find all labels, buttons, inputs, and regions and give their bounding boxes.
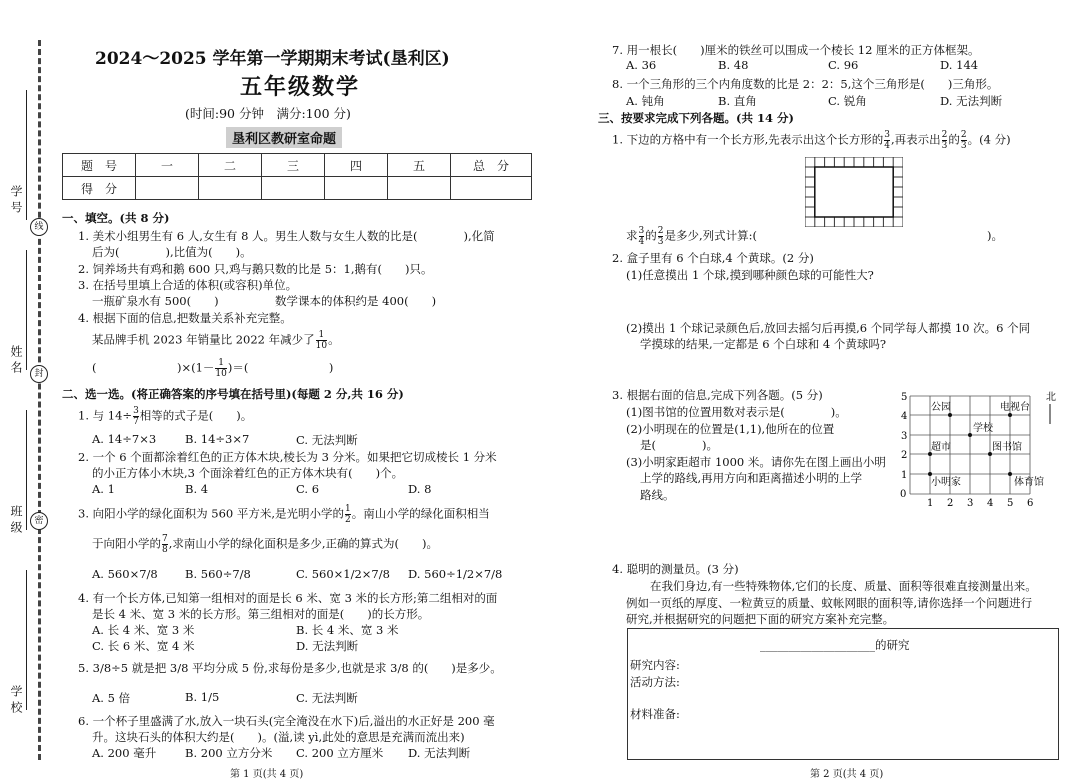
question-text: 一瓶矿泉水有 500( ) xyxy=(92,294,219,308)
score-cell[interactable] xyxy=(262,177,325,200)
question-text xyxy=(92,358,333,379)
option-c: C. 200 立方厘米 xyxy=(296,746,384,760)
question-text: 3. 在括号里填上合适的体积(或容积)单位。 xyxy=(78,278,298,292)
margin-label-student-no: 学号 xyxy=(9,185,23,217)
option-b: B. 14÷3×7 xyxy=(185,432,250,446)
question-text: 路线。 xyxy=(640,488,675,502)
fraction-denominator: 8 xyxy=(162,545,168,555)
grid-figure xyxy=(805,157,903,227)
score-header-cell: 五 xyxy=(388,154,451,177)
map-tick-x: 3 xyxy=(967,498,974,509)
option-b: B. 560÷7/8 xyxy=(185,567,251,581)
fraction-denominator: 3 xyxy=(960,141,967,151)
text-segment: 。南山小学的绿化面积相当 xyxy=(351,506,490,521)
option-b: B. 1/5 xyxy=(185,690,220,704)
question-text: (1)图书馆的位置用数对表示是( )。 xyxy=(626,405,847,419)
score-row-label: 得 分 xyxy=(63,177,136,200)
map-tick-y: 5 xyxy=(901,392,908,403)
score-header-cell: 一 xyxy=(136,154,199,177)
question-text: 4. 根据下面的信息,把数量关系补充完整。 xyxy=(78,311,292,325)
score-cell[interactable] xyxy=(451,177,532,200)
research-title[interactable]: ____________________的研究 xyxy=(760,638,910,652)
margin-underline xyxy=(26,410,27,530)
map-place-school: 学校 xyxy=(973,423,993,434)
text-segment: 于向阳小学的 xyxy=(92,536,161,551)
question-text xyxy=(626,226,1003,247)
fraction xyxy=(639,226,645,247)
question-text: 2. 一个 6 个面都涂着红色的正方体木块,棱长为 3 分米。如果把它切成棱长 1 分米 xyxy=(78,450,497,464)
section-1-title: 一、填空。(共 8 分) xyxy=(62,211,170,225)
fraction-denominator: 4 xyxy=(638,237,645,247)
map-tick-x: 4 xyxy=(987,498,994,509)
fraction-numerator: 2 xyxy=(657,226,664,236)
question-text: 6. 一个杯子里盛满了水,放入一块石头(完全淹没在水下)后,溢出的水正好是 200 毫 xyxy=(78,714,495,728)
fraction-denominator: 3 xyxy=(657,237,664,247)
compiler-label: 垦利区教研室命题 xyxy=(226,127,342,148)
question-text: 2. 盒子里有 6 个白球,4 个黄球。(2 分) xyxy=(612,251,814,265)
text-segment: 某品牌手机 2023 年销量比 2022 年减少了 xyxy=(92,332,315,347)
question-text: 数学课本的体积约是 400( ) xyxy=(275,294,437,308)
exam-title: 2024～2025 学年第一学期期末考试(垦利区) xyxy=(95,49,450,69)
margin-underline xyxy=(26,90,27,220)
option-c: C. 6 xyxy=(296,482,320,496)
question-text: 是长 4 米、宽 3 米的长方形。第三组相对的面是( )的长方形。 xyxy=(92,607,430,621)
map-tick-x: 0 xyxy=(900,489,907,500)
map-tick-y: 4 xyxy=(901,411,908,422)
score-header-cell: 总 分 xyxy=(451,154,532,177)
question-text: 的小正方体小木块,3 个面涂着红色的正方体木块有( )个。 xyxy=(92,466,404,480)
fraction-denominator: 4 xyxy=(884,141,891,151)
seal-secret: 密 xyxy=(30,512,48,530)
option-c: C. 长 6 米、宽 4 米 xyxy=(92,639,195,653)
option-d: D. 8 xyxy=(408,482,432,496)
question-text: 5. 3/8÷5 就是把 3/8 平均分成 5 份,求每份是多少,也就是求 3/8 的( )是多少。 xyxy=(78,661,502,675)
fraction xyxy=(133,406,139,427)
question-text: 1. 美术小组男生有 6 人,女生有 8 人。男生人数与女生人数的比是( ),化简 xyxy=(78,229,495,243)
option-a: A. 长 4 米、宽 3 米 xyxy=(92,623,195,637)
text-segment: 3. 向阳小学的绿化面积为 560 平方米,是光明小学的 xyxy=(78,506,345,521)
text-segment: 相等的式子是( )。 xyxy=(139,408,253,423)
question-text: 升。这块石头的体积大约是( )。(溢,读 yì,此处的意思是充满而流出来) xyxy=(92,730,465,744)
research-method-label: 活动方法: xyxy=(630,675,680,689)
option-b: B. 48 xyxy=(718,58,749,72)
question-text: 3. 根据右面的信息,完成下列各题。(5 分) xyxy=(612,388,823,402)
score-header-cell: 题 号 xyxy=(63,154,136,177)
section-3-title: 三、按要求完成下列各题。(共 14 分) xyxy=(598,111,794,125)
margin-label-school: 学校 xyxy=(9,685,23,717)
option-b: B. 长 4 米、宽 3 米 xyxy=(296,623,399,637)
option-a: A. 36 xyxy=(626,58,657,72)
score-cell[interactable] xyxy=(136,177,199,200)
text-segment: 1. 与 14÷ xyxy=(78,408,133,423)
section-2-title: 二、选一选。(将正确答案的序号填在括号里)(每题 2 分,共 16 分) xyxy=(62,387,404,401)
fraction-denominator: 7 xyxy=(133,417,139,427)
score-table-score-row xyxy=(63,177,532,200)
question-text: 例如一页纸的厚度、一粒黄豆的质量、蚊帐网眼的面积等,请你选择一个问题进行 xyxy=(626,596,1033,610)
option-a: A. 钝角 xyxy=(626,94,665,108)
fraction-numerator: 3 xyxy=(133,406,139,416)
text-segment: ( )×(1－ xyxy=(92,360,215,375)
question-text: 是( )。 xyxy=(640,438,718,452)
fraction-numerator: 1 xyxy=(345,504,351,514)
option-a: A. 5 倍 xyxy=(92,691,131,705)
margin-underline xyxy=(26,250,27,370)
question-text: 4. 有一个长方体,已知第一组相对的面是长 6 米、宽 3 米的长方形;第二组相对的面 xyxy=(78,591,498,605)
question-text xyxy=(78,504,490,525)
score-cell[interactable] xyxy=(199,177,262,200)
question-text xyxy=(92,330,340,351)
text-segment: 求 xyxy=(626,228,638,243)
north-label: 北 xyxy=(1046,392,1056,403)
text-segment: 1. 下边的方格中有一个长方形,先表示出这个长方形的 xyxy=(612,132,884,147)
score-header-cell: 三 xyxy=(262,154,325,177)
fraction xyxy=(658,226,664,247)
fraction-numerator: 2 xyxy=(960,130,967,140)
map-place-gym: 体育馆 xyxy=(1014,477,1044,488)
option-a: A. 14÷7×3 xyxy=(92,432,157,446)
option-b: B. 4 xyxy=(185,482,209,496)
option-a: A. 560×7/8 xyxy=(92,567,158,581)
option-c: C. 560×1/2×7/8 xyxy=(296,567,390,581)
question-text: (2)小明现在的位置是(1,1),他所在的位置 xyxy=(626,422,835,436)
option-a: A. 1 xyxy=(92,482,115,496)
option-d: D. 144 xyxy=(940,58,979,72)
score-cell[interactable] xyxy=(325,177,388,200)
rectangle-shape xyxy=(815,167,893,217)
fraction-denominator: 3 xyxy=(941,141,948,151)
score-header-cell: 四 xyxy=(325,154,388,177)
fraction-numerator: 1 xyxy=(215,358,226,369)
fraction xyxy=(345,504,351,525)
option-b: B. 直角 xyxy=(718,94,757,108)
fraction xyxy=(884,130,890,151)
question-text: 7. 用一根长( )厘米的铁丝可以围成一个棱长 12 厘米的正方体框架。 xyxy=(612,43,980,57)
question-text xyxy=(92,534,438,555)
option-c: C. 无法判断 xyxy=(296,691,358,705)
question-text: 在我们身边,有一些特殊物体,它们的长度、质量、面积等很难直接测量出来。 xyxy=(650,579,1037,593)
fraction-denominator: 10 xyxy=(315,341,328,351)
seal-seal: 封 xyxy=(30,365,48,383)
question-text: 4. 聪明的测量员。(3 分) xyxy=(612,562,739,576)
margin-label-name: 姓名 xyxy=(9,345,23,377)
seal-line: 线 xyxy=(30,218,48,236)
map-place-home: 小明家 xyxy=(931,477,961,488)
coordinate-map xyxy=(898,390,1058,510)
map-place-supermarket: 超市 xyxy=(931,442,951,453)
option-b: B. 200 立方分米 xyxy=(185,746,273,760)
margin-underline xyxy=(26,570,27,710)
question-text: 8. 一个三角形的三个内角度数的比是 2：2：5,这个三角形是( )三角形。 xyxy=(612,77,999,91)
map-place-library: 图书馆 xyxy=(992,442,1022,453)
text-segment: )＝( ) xyxy=(227,360,334,375)
margin-label-class: 班级 xyxy=(9,505,23,537)
map-tick-x: 2 xyxy=(947,498,954,509)
fraction xyxy=(942,130,948,151)
option-d: D. 无法判断 xyxy=(408,746,471,760)
map-place-tv-station: 电视台 xyxy=(1000,402,1030,413)
fraction xyxy=(162,534,168,555)
fraction-numerator: 7 xyxy=(162,534,168,544)
text-segment: 。 xyxy=(328,332,340,347)
text-segment: ,求南山小学的绿化面积是多少,正确的算式为( )。 xyxy=(168,536,439,551)
question-text: 上学的路线,再用方向和距离描述小明的上学 xyxy=(640,471,863,485)
subject-title: 五年级数学 xyxy=(240,74,361,100)
score-cell[interactable] xyxy=(388,177,451,200)
fraction xyxy=(961,130,967,151)
research-plan-box xyxy=(627,628,1059,760)
fraction-denominator: 10 xyxy=(215,369,227,379)
question-text: (3)小明家距超市 1000 米。请你先在图上画出小明 xyxy=(626,455,886,469)
fraction-numerator: 3 xyxy=(884,130,891,140)
research-content-label: 研究内容: xyxy=(630,658,680,672)
question-text: (1)任意摸出 1 个球,摸到哪种颜色球的可能性大? xyxy=(626,268,874,282)
map-place-park: 公园 xyxy=(931,402,951,413)
question-text: 研究,并根据研究的问题把下面的研究方案补充完整。 xyxy=(626,612,895,626)
option-c: C. 无法判断 xyxy=(296,433,358,447)
text-segment: 的 xyxy=(948,132,960,147)
text-segment: 。(4 分) xyxy=(967,132,1011,147)
page-footer-left: 第 1 页(共 4 页) xyxy=(230,769,304,780)
option-d: D. 560÷1/2×7/8 xyxy=(408,567,503,581)
question-text xyxy=(78,406,252,427)
map-tick-x: 1 xyxy=(927,498,934,509)
fraction-numerator: 1 xyxy=(316,330,327,341)
option-c: C. 96 xyxy=(828,58,859,72)
fraction xyxy=(316,330,327,351)
option-a: A. 200 毫升 xyxy=(92,746,157,760)
option-c: C. 锐角 xyxy=(828,94,867,108)
text-segment: 是多少,列式计算:( )。 xyxy=(664,228,1003,243)
map-tick-x: 5 xyxy=(1007,498,1014,509)
question-text: 2. 饲养场共有鸡和鹅 600 只,鸡与鹅只数的比是 5：1,鹅有( )只。 xyxy=(78,262,433,276)
map-tick-y: 3 xyxy=(901,431,908,442)
text-segment: ,再表示出 xyxy=(891,132,941,147)
option-d: D. 无法判断 xyxy=(296,639,359,653)
map-tick-y: 1 xyxy=(901,470,908,481)
map-tick-y: 2 xyxy=(901,450,908,461)
time-info: (时间:90 分钟 满分:100 分) xyxy=(185,106,351,121)
question-text: (2)摸出 1 个球记录颜色后,放回去摇匀后再摸,6 个同学每人都摸 10 次。6 个同 xyxy=(626,321,1031,335)
fraction-numerator: 3 xyxy=(638,226,645,236)
map-tick-x: 6 xyxy=(1027,498,1034,509)
text-segment: 的 xyxy=(645,228,657,243)
question-text: 后为( ),比值为( )。 xyxy=(92,245,252,259)
fraction-denominator: 2 xyxy=(345,515,351,525)
fraction xyxy=(215,358,226,379)
fraction-numerator: 2 xyxy=(941,130,948,140)
question-text: 学摸球的结果,一定都是 6 个白球和 4 个黄球吗? xyxy=(640,337,887,351)
question-text xyxy=(612,130,1011,151)
score-table xyxy=(62,153,532,200)
score-header-cell: 二 xyxy=(199,154,262,177)
page-footer-right: 第 2 页(共 4 页) xyxy=(810,769,884,780)
option-d: D. 无法判断 xyxy=(940,94,1003,108)
score-table-header-row xyxy=(63,154,532,177)
research-material-label: 材料准备: xyxy=(630,707,680,721)
binding-line xyxy=(38,40,41,760)
